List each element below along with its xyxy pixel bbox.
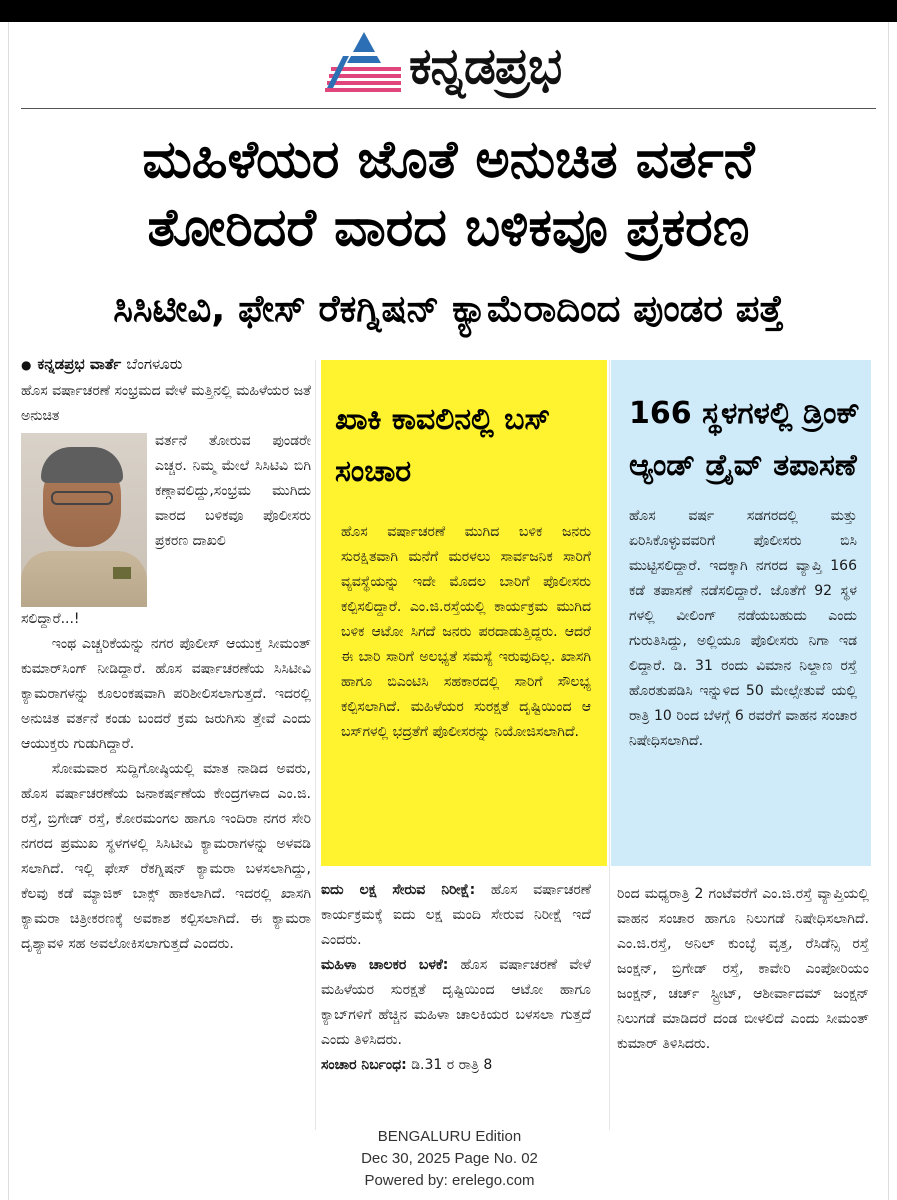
crowd-expectation-lead: ಐದು ಲಕ್ಷ ಸೇರುವ ನಿರೀಕ್ಷೆ:	[321, 882, 476, 898]
headline-line-1: ಮಹಿಳೆಯರ ಜೊತೆ ಅನುಚಿತ ವರ್ತನೆ	[142, 130, 755, 190]
column-divider	[315, 360, 316, 1130]
bus-service-box	[321, 360, 607, 866]
newspaper-page	[8, 22, 889, 1200]
masthead-rule	[21, 108, 876, 109]
photo-hair	[41, 447, 123, 483]
women-drivers-lead: ಮಹಿಳಾ ಚಾಲಕರ ಬಳಕೆ:	[321, 957, 449, 973]
byline-source: ಕನ್ನಡಪ್ರಭ ವಾರ್ತೆ	[37, 355, 122, 373]
byline	[21, 352, 311, 377]
photo-badge	[113, 567, 131, 579]
drink-drive-box	[611, 360, 871, 866]
triangle-stripes-logo-icon	[325, 30, 403, 96]
byline-city: ಬೆಂಗಳೂರು	[126, 355, 183, 373]
col3-bottom-text	[617, 882, 869, 1057]
page-footer	[9, 1126, 890, 1192]
photo-block	[21, 429, 311, 607]
headline	[21, 126, 876, 262]
story-paragraph-3: ಸೋಮವಾರ ಸುದ್ದಿಗೋಷ್ಠಿಯಲ್ಲಿ ಮಾತ ನಾಡಿದ ಅವರು, ಹೊಸ ವರ್ಷಾಚರಣೆಯ ಜನಾಕರ್ಷಣೆಯ ಕೇಂದ್ರಗಳಾದ ಎಂ.ಜಿ. ರಸ್ತೆ, ಬ್ರಿಗೇಡ್ ರಸ್ತೆ, ಕೋರಮಂಗಲ ಹಾಗೂ ಇಂದಿರಾ ನಗರ ಸೇರಿ ನಗರದ ಪ್ರಮುಖ ಸ್ಥಳಗಳಲ್ಲಿ ಸಿಸಿಟೀವಿ ಕ್ಯಾಮರಾಗಳನ್ನು ಅಳವಡಿ ಸಲಾಗಿದೆ. ಇಲ್ಲಿ ಫೇಸ್ ರೆಕಗ್ನಿಷನ್ ಕ್ಯಾಮರಾ ಬಳಸಲಾಗಿದ್ದು, ಕೆಲವು ಕಡೆ ಮ್ಯಾಜಿಕ್ ಬಾಕ್ಸ್ ಹಾಕಲಾಗಿದೆ. ಇದರಲ್ಲಿ ಖಾಸಗಿ ಕ್ಯಾಮರಾ ಚಿತ್ರೀಕರಣಕ್ಕೆ ಅವಕಾಶ ಕಲ್ಪಿಸಲಾಗಿದೆ. ಈ ಕ್ಯಾಮರಾ ದೃಶ್ಯಾವಳಿ ಸಹ ಅವಲೋಕಿಸಲಾಗುತ್ತದೆ ಎಂದರು.	[21, 761, 311, 952]
bus-service-title: ಖಾಕಿ ಕಾವಲಿನಲ್ಲಿ ಬಸ್ ಸಂಚಾರ	[335, 402, 551, 489]
story-intro: ಹೊಸ ವರ್ಷಾಚರಣೆ ಸಂಭ್ರಮದ ವೇಳೆ ಮತ್ತಿನಲ್ಲಿ ಮಹಿಳೆಯರ ಜತೆ ಅನುಚಿತ	[21, 383, 311, 424]
subheadline: ಸಿಸಿಟೀವಿ, ಫೇಸ್ ರೆಕಗ್ನಿಷನ್ ಕ್ಯಾಮೆರಾದಿಂದ ಪುಂಡರ ಪತ್ತೆ	[113, 287, 784, 330]
masthead-title: ಕನ್ನಡಪ್ರಭ	[409, 37, 562, 95]
crowd-expectation-item	[321, 878, 591, 953]
date-page-label: Dec 30, 2025 Page No. 02	[361, 1150, 538, 1167]
traffic-restriction-continued: ರಿಂದ ಮಧ್ಯರಾತ್ರಿ 2 ಗಂಟೆವರೆಗೆ ಎಂ.ಜಿ.ರಸ್ತೆ ವ್ಯಾಪ್ತಿಯಲ್ಲಿ ವಾಹನ ಸಂಚಾರ ಹಾಗೂ ನಿಲುಗಡೆ ನಿಷೇಧಿಸಲಾಗಿದೆ. ಎಂ.ಜಿ.ರಸ್ತೆ, ಅನಿಲ್ ಕುಂಬ್ಳೆ ವೃತ್ತ, ರೆಸಿಡೆನ್ಸಿ ರಸ್ತೆ ಜಂಕ್ಷನ್, ಬ್ರಿಗೇಡ್ ರಸ್ತೆ, ಕಾವೇರಿ ಎಂಪೋರಿಯಂ ಜಂಕ್ಷನ್, ಚರ್ಚ್ ಸ್ಟ್ರೀಟ್, ಆಶೀರ್ವಾದಮ್ ಜಂಕ್ಷನ್ ನಿಲುಗಡೆ ಮಾಡಿದರೆ ದಂಡ ಬೀಳಲಿದೆ ಎಂದು ಸೀಮಂತ್ ಕುಮಾರ್ ತಿಳಿಸಿದರು.	[617, 886, 869, 1052]
headline-line-2: ತೋರಿದರೆ ವಾರದ ಬಳಿಕವೂ ಪ್ರಕರಣ	[147, 198, 750, 258]
story-paragraph-2: ಇಂಥ ಎಚ್ಚರಿಕೆಯನ್ನು ನಗರ ಪೊಲೀಸ್ ಆಯುಕ್ತ ಸೀಮಂತ್ ಕುಮಾರ್‌ಸಿಂಗ್ ನೀಡಿದ್ದಾರೆ. ಹೊಸ ವರ್ಷಾಚರಣೆಯ ಸಿಸಿಟೀವಿ ಕ್ಯಾಮರಾಗಳನ್ನು ಕೂಲಂಕಷವಾಗಿ ಪರಿಶೀಲಿಸಲಾಗುತ್ತದೆ. ಇದರಲ್ಲಿ ಅನುಚಿತ ವರ್ತನೆ ಕಂಡು ಬಂದರೆ ಕ್ರಮ ಜರುಗಿಸು ತ್ತೇವೆ ಎಂದು ಆಯುಕ್ತರು ಗುಡುಗಿದ್ದಾರೆ.	[21, 636, 311, 752]
edition-label: BENGALURU Edition	[377, 1128, 522, 1145]
main-story-column	[21, 352, 311, 957]
crowd-expectation-text: ಹೊಸ ವರ್ಷಾಚರಣೆ ಕಾರ್ಯಕ್ರಮಕ್ಕೆ ಐದು ಲಕ್ಷ ಮಂದಿ ಸೇರುವ ನಿರೀಕ್ಷೆ ಇದೆ ಎಂದರು.	[321, 882, 592, 948]
story-after-photo: ಸಲಿದ್ದಾರೆ...!	[21, 611, 80, 627]
women-drivers-item	[321, 953, 591, 1053]
drink-drive-body: ಹೊಸ ವರ್ಷ ಸಡಗರದಲ್ಲಿ ಮತ್ತು ಏರಿಸಿಕೊಳ್ಳುವವರಿಗೆ ಪೊಲೀಸರು ಬಿಸಿ ಮುಟ್ಟಿಸಲಿದ್ದಾರೆ. ಇದಕ್ಕಾಗಿ ನಗರದ ವ್ಯಾಪ್ತಿ 166 ಕಡೆ ತಪಾಸಣೆ ನಡೆಸಲಿದ್ದಾರೆ. ಜೊತೆಗೆ 92 ಸ್ಥಳ ಗಳಲ್ಲಿ ವೀಲಿಂಗ್ ನಡೆಯಬಹುದು ಎಂದು ಗುರುತಿಸಿದ್ದು, ಅಲ್ಲಿಯೂ ಪೊಲೀಸರು ನಿಗಾ ಇಡ ಲಿದ್ದಾರೆ. ಡಿ. 31 ರಂದು ವಿಮಾನ ನಿಲ್ದಾಣ ರಸ್ತೆ ಹೊರತುಪಡಿಸಿ ಇನ್ನುಳಿದ 50 ಮೇಲ್ಸೇತುವೆ ಯಲ್ಲಿ ರಾತ್ರಿ 10 ರಿಂದ ಬೆಳಗ್ಗೆ 6 ರವರೆಗೆ ವಾಹನ ಸಂಚಾರ ನಿಷೇಧಿಸಲಾಗಿದೆ.	[629, 508, 857, 749]
photo-uniform	[21, 551, 147, 607]
powered-by-label: Powered by: erelego.com	[364, 1172, 535, 1189]
masthead	[9, 22, 888, 108]
traffic-restriction-item	[321, 1053, 591, 1078]
col2-bottom-text	[321, 878, 591, 1078]
traffic-restriction-lead: ಸಂಚಾರ ನಿರ್ಬಂಧ:	[321, 1057, 407, 1073]
commissioner-photo	[21, 433, 147, 607]
top-black-bar	[0, 0, 897, 22]
drink-drive-title: 166 ಸ್ಥಳಗಳಲ್ಲಿ ಡ್ರಿಂಕ್ ಆ್ಯಂಡ್ ಡ್ರೈವ್ ತಪಾಸಣೆ	[629, 396, 860, 483]
column-divider	[609, 360, 610, 1130]
story-beside-photo: ವರ್ತನೆ ತೋರುವ ಪುಂಡರೇ ಎಚ್ಚರ. ನಿಮ್ಮ ಮೇಲೆ ಸಿಸಿಟಿವಿ ಬಿಗಿ ಕಣ್ಗಾವಲಿದ್ದು,ಸಂಭ್ರಮ ಮುಗಿದು ವಾರದ ಬಳಿಕವೂ ಪೊಲೀಸರು ಪ್ರಕರಣ ದಾಖಲಿ	[155, 433, 311, 549]
bus-service-body: ಹೊಸ ವರ್ಷಾಚರಣೆ ಮುಗಿದ ಬಳಿಕ ಜನರು ಸುರಕ್ಷಿತವಾಗಿ ಮನೆಗೆ ಮರಳಲು ಸಾರ್ವಜನಿಕ ಸಾರಿಗೆ ವ್ಯವಸ್ಥೆಯನ್ನು ಇದೇ ಮೊದಲ ಬಾರಿಗೆ ಪೊಲೀಸರು ಕಲ್ಪಿಸಲಿದ್ದಾರೆ. ಎಂ.ಜಿ.ರಸ್ತೆಯಲ್ಲಿ ಕಾರ್ಯಕ್ರಮ ಮುಗಿದ ಬಳಿಕ ಆಟೋ ಸಿಗದೆ ಜನರು ಪರದಾಡುತ್ತಿದ್ದರು. ಆದರೆ ಈ ಬಾರಿ ಸಾರಿಗೆ ಅಲಭ್ಯತೆ ಸಮಸ್ಯೆ ಇರುವುದಿಲ್ಲ. ಖಾಸಗಿ ಹಾಗೂ ಬಿಎಂಟಿಸಿ ಸಹಕಾರದಲ್ಲಿ ಸಾರಿಗೆ ಸೌಲಭ್ಯ ಕಲ್ಪಿಸಲಾಗಿದೆ. ಮಹಿಳೆಯರ ಸುರಕ್ಷತೆ ದೃಷ್ಟಿಯಿಂದ ಆ ಬಸ್‌ಗಳಲ್ಲಿ ಭದ್ರತೆಗೆ ಪೊಲೀಸರನ್ನು ನಿಯೋಜಿಸಲಾಗಿದೆ.	[341, 524, 591, 740]
traffic-restriction-text: ಡಿ.31 ರ ರಾತ್ರಿ 8	[406, 1057, 493, 1073]
bullet-icon: ●	[21, 358, 32, 372]
photo-glasses	[51, 491, 113, 505]
women-drivers-text: ಹೊಸ ವರ್ಷಾಚರಣೆ ವೇಳೆ ಮಹಿಳೆಯರ ಸುರಕ್ಷತೆ ದೃಷ್ಟಿಯಿಂದ ಆಟೋ ಹಾಗೂ ಕ್ಯಾಬ್‌ಗಳಿಗೆ ಹೆಚ್ಚಿನ ಮಹಿಳಾ ಚಾಲಕಿಯರ ಬಳಸಲಾ ಗುತ್ತದೆ ಎಂದು ತಿಳಿಸಿದರು.	[321, 957, 591, 1048]
